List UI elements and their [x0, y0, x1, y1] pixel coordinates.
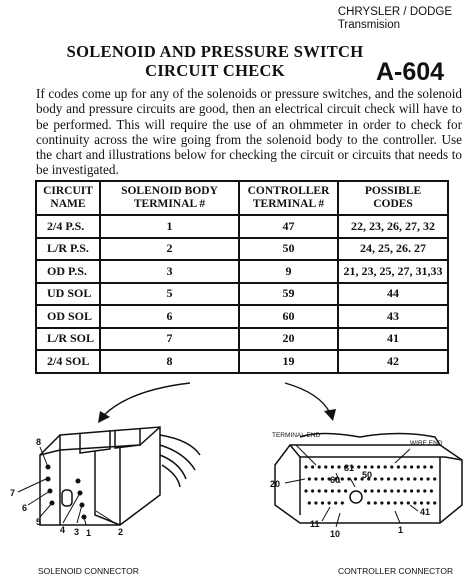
controller-pin-dot: [430, 465, 433, 468]
controller-pin-dot: [400, 477, 403, 480]
controller-pin-dot: [403, 489, 406, 492]
cell-circuit-name: UD SOL: [36, 283, 100, 306]
arrow-to-controller: [285, 383, 330, 413]
controller-pin-dot: [423, 489, 426, 492]
controller-pin-dot: [400, 501, 403, 504]
controller-pin-50: 50: [362, 470, 373, 480]
controller-pin-dot: [311, 465, 314, 468]
controller-pin-dot: [357, 465, 360, 468]
solenoid-connector-label: SOLENOID CONNECTOR: [38, 566, 139, 576]
cell-solenoid-terminal: 2: [100, 238, 239, 261]
controller-pin-dot: [387, 477, 390, 480]
solenoid-pin-5: 5: [36, 517, 42, 527]
brand-text: CHRYSLER / DODGE: [337, 6, 452, 18]
controller-pin-60: 60: [330, 475, 341, 485]
terminal-end-label: TERMINAL END: [272, 432, 321, 439]
cell-codes: 22, 23, 26, 27, 32: [338, 215, 448, 238]
controller-pin-dot: [433, 501, 436, 504]
controller-pin-dot: [341, 501, 344, 504]
controller-pin-dot: [308, 477, 311, 480]
cell-controller-terminal: 9: [239, 260, 338, 283]
controller-pin-dot: [380, 477, 383, 480]
cell-controller-terminal: 50: [239, 238, 338, 261]
controller-pin-11: 11: [310, 519, 320, 529]
cell-codes: 21, 23, 25, 27, 31,33: [338, 260, 448, 283]
controller-pin-dot: [314, 501, 317, 504]
controller-pin-dot: [324, 489, 327, 492]
table-row: [36, 283, 448, 306]
controller-pin-dot: [341, 477, 344, 480]
controller-pin-dot: [374, 501, 377, 504]
table-row: [36, 350, 448, 373]
controller-pin-dot: [344, 489, 347, 492]
header-possible-codes: POSSIBLE CODES: [338, 181, 448, 215]
controller-pin-dot: [413, 477, 416, 480]
cell-controller-terminal: 60: [239, 305, 338, 328]
controller-pin-dot: [364, 489, 367, 492]
cell-solenoid-terminal: 8: [100, 350, 239, 373]
cell-circuit-name: OD SOL: [36, 305, 100, 328]
controller-pin-dot: [321, 501, 324, 504]
controller-pin-dot: [337, 465, 340, 468]
page-subtitle: CIRCUIT CHECK: [145, 61, 285, 80]
solenoid-pin-3: 3: [74, 527, 80, 537]
controller-pin-dot: [370, 489, 373, 492]
header-controller-terminal: CONTROLLER TERMINAL #: [239, 181, 338, 215]
controller-pin-dot: [403, 465, 406, 468]
controller-pin-dot: [417, 465, 420, 468]
controller-pin-dot: [427, 501, 430, 504]
controller-pin-dot: [321, 477, 324, 480]
controller-pin-dot: [318, 489, 321, 492]
cell-codes: 24, 25, 26. 27: [338, 238, 448, 261]
table-row: [36, 260, 448, 283]
cell-controller-terminal: 47: [239, 215, 338, 238]
controller-pin-dot: [304, 465, 307, 468]
table-row: [36, 305, 448, 328]
cell-codes: 42: [338, 350, 448, 373]
controller-pin-dot: [311, 489, 314, 492]
table-header-row: [36, 181, 448, 215]
controller-pin-1: 1: [398, 525, 404, 535]
cell-codes: 43: [338, 305, 448, 328]
controller-pin-dot: [394, 477, 397, 480]
controller-pin-dot: [367, 501, 370, 504]
controller-pin-dot: [407, 501, 410, 504]
cell-codes: 41: [338, 328, 448, 351]
controller-pin-dot: [413, 501, 416, 504]
controller-pin-dot: [318, 465, 321, 468]
solenoid-pin-8: 8: [36, 437, 42, 447]
controller-pin-dot: [390, 489, 393, 492]
controller-pin-dot: [410, 465, 413, 468]
cell-solenoid-terminal: 3: [100, 260, 239, 283]
controller-pin-dot: [328, 501, 331, 504]
controller-pin-dot: [394, 501, 397, 504]
controller-pin-dot: [384, 489, 387, 492]
controller-pin-dot: [417, 489, 420, 492]
controller-pin-10: 10: [330, 529, 341, 539]
solenoid-pin-7: 7: [10, 488, 16, 498]
cell-codes: 44: [338, 283, 448, 306]
controller-pin-dot: [304, 489, 307, 492]
cell-controller-terminal: 59: [239, 283, 338, 306]
controller-pin-20: 20: [270, 479, 281, 489]
controller-pin-dot: [427, 477, 430, 480]
brand-header: [338, 6, 452, 32]
cell-circuit-name: 2/4 P.S.: [36, 215, 100, 238]
header-solenoid-terminal: SOLENOID BODY TERMINAL #: [100, 181, 239, 215]
cell-solenoid-terminal: 7: [100, 328, 239, 351]
controller-pin-dot: [377, 489, 380, 492]
controller-pin-dot: [420, 501, 423, 504]
intro-paragraph: If codes come up for any of the solenoids or pressure switches, and the solenoid body and pressure circuits are good, then an electrical circuit check will have to be performed. This will require the use of an ohmmeter in order to check for continuity across the wire going from the solenoid body to the controller. Use the chart and illustrations below for checking the circuit or circuits that needs to be investigated.: [36, 86, 462, 178]
controller-pin-dot: [384, 465, 387, 468]
cell-solenoid-terminal: 5: [100, 283, 239, 306]
solenoid-pin-leaders: [18, 447, 118, 525]
cell-controller-terminal: 20: [239, 328, 338, 351]
controller-pin-dot: [390, 465, 393, 468]
cell-circuit-name: OD P.S.: [36, 260, 100, 283]
controller-pin-dot: [380, 501, 383, 504]
solenoid-pin-1: 1: [86, 528, 92, 538]
table-row: [36, 238, 448, 261]
cell-controller-terminal: 19: [239, 350, 338, 373]
controller-pin-dot: [420, 477, 423, 480]
controller-pin-81: 81: [344, 463, 355, 473]
connector-diagrams: [0, 375, 474, 565]
controller-connector-label: CONTROLLER CONNECTOR: [338, 566, 454, 576]
table-row: [36, 328, 448, 351]
controller-pin-dot: [370, 465, 373, 468]
controller-pin-dot: [410, 489, 413, 492]
controller-pin-dot: [337, 489, 340, 492]
procedure-code: A-604: [376, 58, 445, 86]
cell-solenoid-terminal: 6: [100, 305, 239, 328]
controller-pin-dot: [397, 465, 400, 468]
cell-circuit-name: 2/4 SOL: [36, 350, 100, 373]
controller-pin-41: 41: [420, 507, 431, 517]
controller-pin-dot: [308, 501, 311, 504]
table-row: [36, 215, 448, 238]
page-title: SOLENOID AND PRESSURE SWITCH: [66, 42, 364, 61]
controller-pin-dot: [374, 477, 377, 480]
arrow-head-icon: [324, 409, 336, 421]
controller-pin-dot: [334, 501, 337, 504]
controller-pin-dot: [354, 477, 357, 480]
controller-pin-dot: [423, 465, 426, 468]
header-circuit-name: CIRCUIT NAME: [36, 181, 100, 215]
controller-pin-dot: [407, 477, 410, 480]
controller-pin-dot: [331, 489, 334, 492]
cell-solenoid-terminal: 1: [100, 215, 239, 238]
controller-pin-dot: [364, 465, 367, 468]
solenoid-connector-drawing: [40, 427, 200, 525]
controller-pin-dot: [387, 501, 390, 504]
solenoid-pin-6: 6: [22, 503, 28, 513]
controller-pin-dot: [377, 465, 380, 468]
cell-circuit-name: L/R P.S.: [36, 238, 100, 261]
arrow-to-solenoid: [104, 383, 190, 415]
controller-pin-dot: [314, 477, 317, 480]
arrow-head-icon: [98, 411, 110, 423]
controller-pin-dot: [331, 465, 334, 468]
controller-pin-dot: [397, 489, 400, 492]
cell-circuit-name: L/R SOL: [36, 328, 100, 351]
controller-pin-dot: [324, 465, 327, 468]
controller-pin-dot: [430, 489, 433, 492]
circuit-table: [35, 180, 449, 374]
wire-end-label: WIRE END: [410, 440, 443, 447]
transmission-text: Transmision: [337, 19, 401, 31]
solenoid-pin-2: 2: [118, 527, 124, 537]
controller-pin-dot: [433, 477, 436, 480]
solenoid-pin-4: 4: [60, 525, 66, 535]
